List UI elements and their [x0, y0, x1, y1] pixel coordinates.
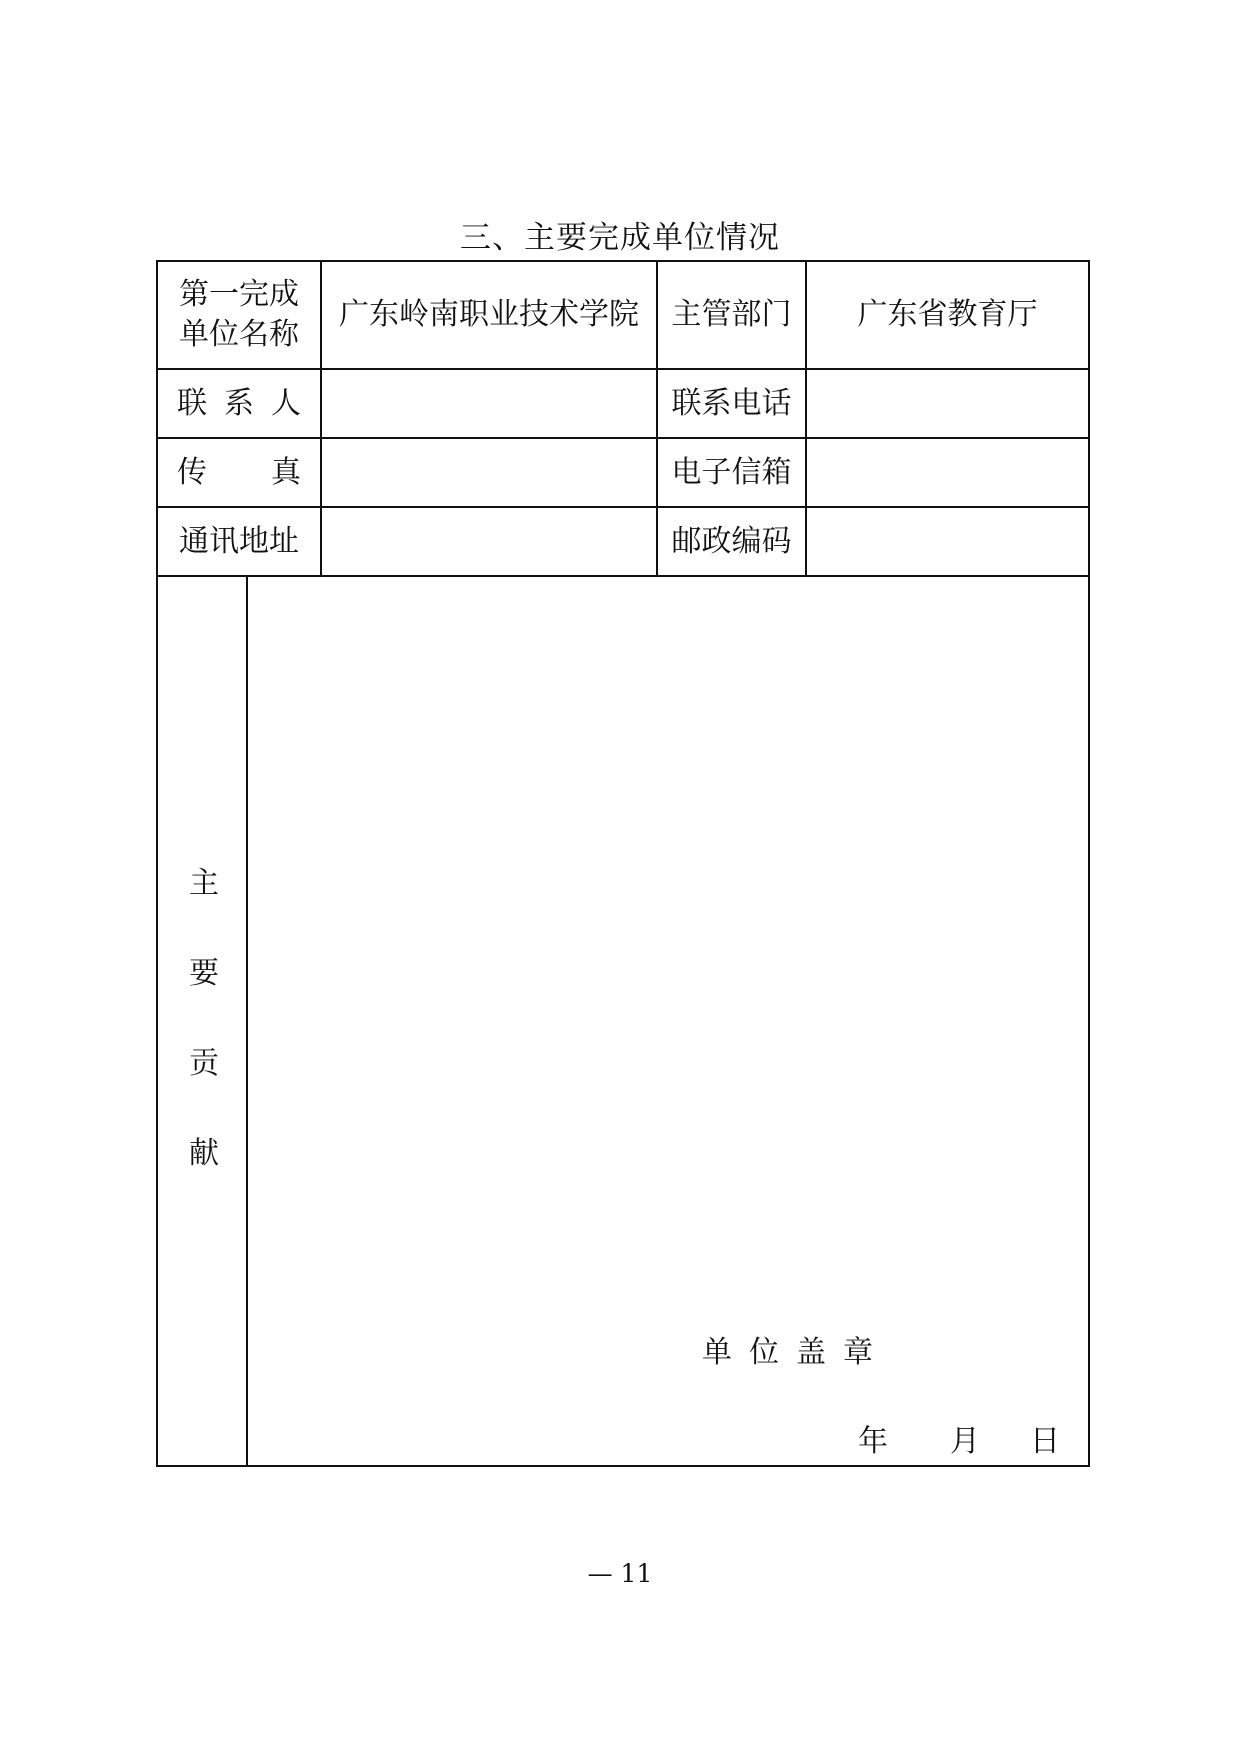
supervisor-label: 主管部门 [671, 297, 792, 332]
main-contribution-char-4: 献 [189, 1136, 219, 1171]
fax-label-char-1: 传 [177, 454, 207, 490]
main-contribution-char-2: 要 [189, 956, 219, 991]
contact-label-char-3: 人 [271, 385, 301, 421]
first-unit-name-field[interactable]: 广东岭南职业技术学院 [339, 297, 639, 332]
unit-stamp-label: 单位盖章 [702, 1335, 890, 1370]
date-year-label: 年 [858, 1424, 888, 1459]
fax-label-char-2: 真 [271, 454, 301, 490]
page-title: 三、主要完成单位情况 [460, 220, 780, 256]
address-field[interactable] [322, 508, 656, 575]
first-unit-label [158, 262, 320, 368]
contact-label-char-1: 联 [177, 385, 207, 421]
date-day-label: 日 [1030, 1424, 1060, 1459]
fax-label [158, 439, 320, 506]
email-label: 电子信箱 [671, 454, 792, 490]
email-field[interactable] [807, 439, 1088, 506]
first-unit-label-line1: 第一完成 [179, 277, 299, 312]
date-month-label: 月 [950, 1424, 980, 1459]
address-label: 通讯地址 [179, 523, 299, 559]
phone-field[interactable] [807, 370, 1088, 437]
main-contribution-char-1: 主 [189, 866, 219, 901]
phone-label: 联系电话 [671, 385, 792, 421]
fax-field[interactable] [322, 439, 656, 506]
page-number: — 11 [587, 1559, 653, 1588]
main-contribution-label [158, 864, 250, 1224]
first-unit-label-line2: 单位名称 [179, 317, 299, 352]
main-contribution-char-3: 贡 [189, 1046, 219, 1081]
contact-field[interactable] [322, 370, 656, 437]
supervisor-field[interactable]: 广东省教育厅 [857, 297, 1038, 332]
postcode-label: 邮政编码 [671, 523, 792, 559]
contact-label [158, 370, 320, 437]
postcode-field[interactable] [807, 508, 1088, 575]
contact-label-char-2: 系 [224, 385, 254, 421]
main-contribution-field[interactable] [249, 578, 1087, 1464]
